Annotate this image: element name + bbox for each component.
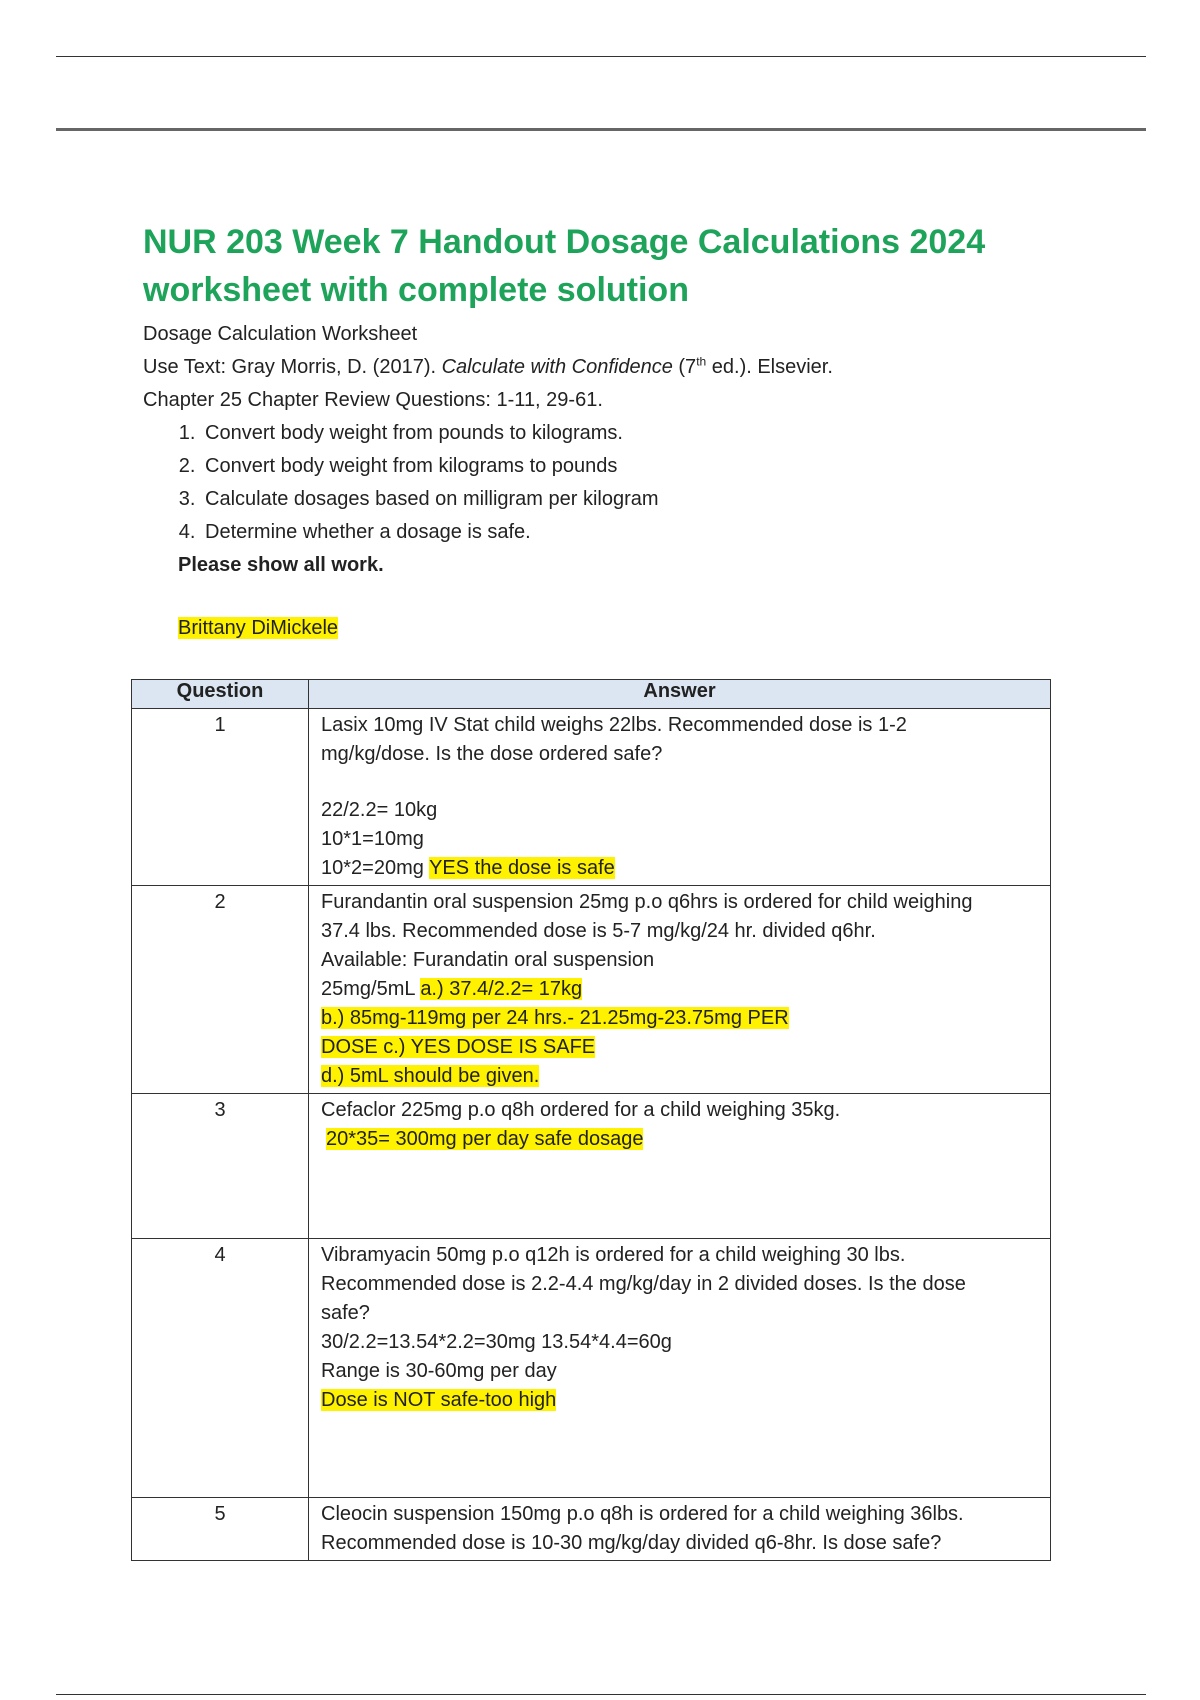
answer-cell	[309, 709, 1051, 886]
worksheet-subtitle: Dosage Calculation Worksheet	[143, 323, 418, 345]
show-work-note: Please show all work.	[178, 554, 384, 576]
textbook-title: Calculate with Confidence	[441, 356, 673, 378]
question-number: 4	[132, 1239, 309, 1498]
objective-item: 3. Calculate dosages based on milligram per kilogram	[201, 483, 1063, 516]
work-line	[321, 1033, 1038, 1062]
work-line: Range is 30-60mg per day	[321, 1360, 557, 1382]
table-header-row	[132, 680, 1051, 709]
question-number: 5	[132, 1498, 309, 1561]
table-row	[132, 709, 1051, 886]
question-number: 2	[132, 886, 309, 1094]
highlighted-answer: YES the dose is safe	[429, 857, 615, 879]
objective-item: 4. Determine whether a dosage is safe.	[201, 516, 1063, 549]
answer-cell	[309, 1239, 1051, 1498]
highlighted-answer: b.) 85mg-119mg per 24 hrs.- 21.25mg-23.75mg PER	[321, 1007, 789, 1029]
chapter-reference: Chapter 25 Chapter Review Questions: 1-11, 29-61.	[143, 389, 603, 411]
question-text: Furandantin oral suspension 25mg p.o q6hrs is ordered for child weighing	[321, 891, 973, 913]
question-text: Cleocin suspension 150mg p.o q8h is ordered for a child weighing 36lbs.	[321, 1503, 964, 1525]
work-line: 22/2.2= 10kg	[321, 799, 438, 821]
work-line	[321, 854, 1038, 883]
question-text: 25mg/5mL	[321, 978, 415, 1000]
work-line: 10*1=10mg	[321, 828, 424, 850]
textbook-reference	[143, 351, 1063, 384]
highlighted-answer: Dose is NOT safe-too high	[321, 1389, 557, 1411]
question-text: 37.4 lbs. Recommended dose is 5-7 mg/kg/24 hr. divided q6hr.	[321, 920, 876, 942]
student-name: Brittany DiMickele	[178, 617, 339, 639]
student-name-line	[178, 614, 1063, 642]
document-title: NUR 203 Week 7 Handout Dosage Calculations 2024 worksheet with complete solution	[143, 223, 986, 309]
work-line	[321, 1125, 1038, 1154]
answer-column-header: Answer	[309, 680, 1051, 709]
question-number: 3	[132, 1094, 309, 1239]
textbook-prefix: Use Text: Gray Morris, D. (2017).	[143, 356, 442, 378]
work-line	[321, 1062, 1038, 1091]
objective-item: 1. Convert body weight from pounds to kilograms.	[201, 417, 1063, 450]
table-row	[132, 1094, 1051, 1239]
work-text: 10*2=20mg	[321, 857, 424, 879]
objectives-list	[143, 417, 1063, 549]
questions-table	[131, 679, 1051, 1561]
question-column-header: Question	[132, 680, 309, 709]
question-text: safe?	[321, 1302, 370, 1324]
question-text: Recommended dose is 10-30 mg/kg/day divided q6-8hr. Is dose safe?	[321, 1532, 942, 1554]
question-text: Recommended dose is 2.2-4.4 mg/kg/day in 2 divided doses. Is the dose	[321, 1273, 966, 1295]
work-line	[321, 975, 1038, 1004]
header-rule-top	[56, 56, 1146, 57]
highlighted-answer: DOSE c.) YES DOSE IS SAFE	[321, 1036, 596, 1058]
highlighted-answer: d.) 5mL should be given.	[321, 1065, 540, 1087]
footer-rule	[56, 1694, 1146, 1695]
document-body	[143, 218, 1063, 642]
textbook-edition-open: (7	[672, 356, 697, 378]
header-rule-bottom	[56, 128, 1146, 131]
question-text: mg/kg/dose. Is the dose ordered safe?	[321, 743, 663, 765]
textbook-suffix: ed.). Elsevier.	[706, 356, 833, 378]
answer-cell	[309, 886, 1051, 1094]
table-row	[132, 1239, 1051, 1498]
work-line	[321, 1386, 1038, 1415]
objective-item: 2. Convert body weight from kilograms to pounds	[201, 450, 1063, 483]
answer-cell	[309, 1498, 1051, 1561]
question-text: Cefaclor 225mg p.o q8h ordered for a child weighing 35kg.	[321, 1099, 841, 1121]
textbook-edition-sup: th	[696, 354, 707, 369]
work-line: 30/2.2=13.54*2.2=30mg 13.54*4.4=60g	[321, 1331, 672, 1353]
work-line	[321, 1004, 1038, 1033]
answer-cell	[309, 1094, 1051, 1239]
question-number: 1	[132, 709, 309, 886]
table-row	[132, 886, 1051, 1094]
question-text: Available: Furandatin oral suspension	[321, 949, 655, 971]
question-text: Vibramyacin 50mg p.o q12h is ordered for a child weighing 30 lbs.	[321, 1244, 906, 1266]
highlighted-answer: a.) 37.4/2.2= 17kg	[420, 978, 583, 1000]
highlighted-answer: 20*35= 300mg per day safe dosage	[326, 1128, 644, 1150]
spacer	[321, 769, 1038, 796]
table-row	[132, 1498, 1051, 1561]
question-text: Lasix 10mg IV Stat child weighs 22lbs. Recommended dose is 1-2	[321, 714, 907, 736]
